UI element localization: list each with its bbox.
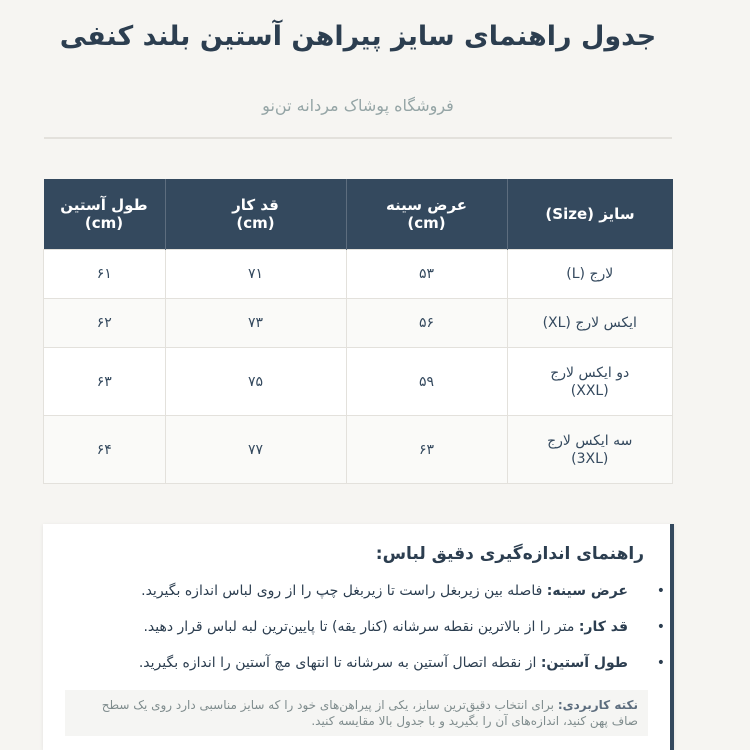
table-row [44,250,673,299]
cell-length: ۷۷ [165,416,346,484]
tip-text: برای انتخاب دقیق‌ترین سایز، یکی از پیراهن‌های خود را که سایز مناسبی دارد روی یک سطح صاف پهن کنید، اندازه‌های آن را بگیرید و با جدول بالا مقایسه کنید. [101,698,638,728]
header-chest-label: عرض سینه (cm) [385,196,468,232]
guide-term: عرض سینه: [546,583,628,599]
header-size-label: سایز (Size) [545,205,635,223]
cell-chest: ۵۳ [346,250,507,299]
list-item [68,582,665,618]
bullet-icon: • [656,655,665,671]
table-row [44,299,673,348]
cell-chest: ۶۳ [346,416,507,484]
measurement-guide [43,524,674,750]
table-header-row [44,179,673,250]
cell-sleeve: ۶۲ [44,299,166,348]
guide-text: فاصله بین زیربغل راست تا زیربغل چپ را از روی لباس اندازه بگیرید. [141,583,547,599]
tip-note [65,690,648,736]
cell-size: سه ایکس لارج (3XL) [507,416,673,484]
page-title: جدول راهنمای سایز پیراهن آستین بلند کنفی [59,21,657,52]
guide-title: راهنمای اندازه‌گیری دقیق لباس: [375,544,644,564]
cell-length: ۷۵ [165,348,346,416]
header-sleeve-label: طول آستین (cm) [60,196,148,232]
guide-term: قد کار: [578,619,628,635]
cell-sleeve: ۶۳ [44,348,166,416]
list-item [68,618,665,654]
cell-size: لارج (L) [507,250,673,299]
cell-chest: ۵۹ [346,348,507,416]
cell-size: دو ایکس لارج (XXL) [507,348,673,416]
guide-term: طول آستین: [540,655,628,671]
guide-text: متر را از بالاترین نقطه سرشانه (کنار یقه) تا پایین‌ترین لبه لباس قرار دهید. [143,619,579,635]
header-length [165,179,346,250]
cell-length: ۷۱ [165,250,346,299]
cell-size: ایکس لارج (XL) [507,299,673,348]
cell-chest: ۵۶ [346,299,507,348]
cell-sleeve: ۶۱ [44,250,166,299]
size-table [43,179,673,484]
cell-sleeve: ۶۴ [44,416,166,484]
guide-list [68,582,665,690]
bullet-icon: • [656,583,665,599]
divider [44,137,672,139]
bullet-icon: • [656,619,665,635]
table-row [44,348,673,416]
guide-text: از نقطه اتصال آستین به سرشانه تا انتهای مچ آستین را اندازه بگیرید. [138,655,541,671]
list-item [68,654,665,690]
store-subtitle: فروشگاه پوشاک مردانه تن‌نو [262,96,454,115]
header-length-label: قد کار (cm) [232,196,279,232]
header-chest [346,179,507,250]
table-row [44,416,673,484]
header-sleeve [44,179,166,250]
cell-length: ۷۳ [165,299,346,348]
tip-term: نکته کاربردی: [557,698,638,712]
header-size [507,179,673,250]
